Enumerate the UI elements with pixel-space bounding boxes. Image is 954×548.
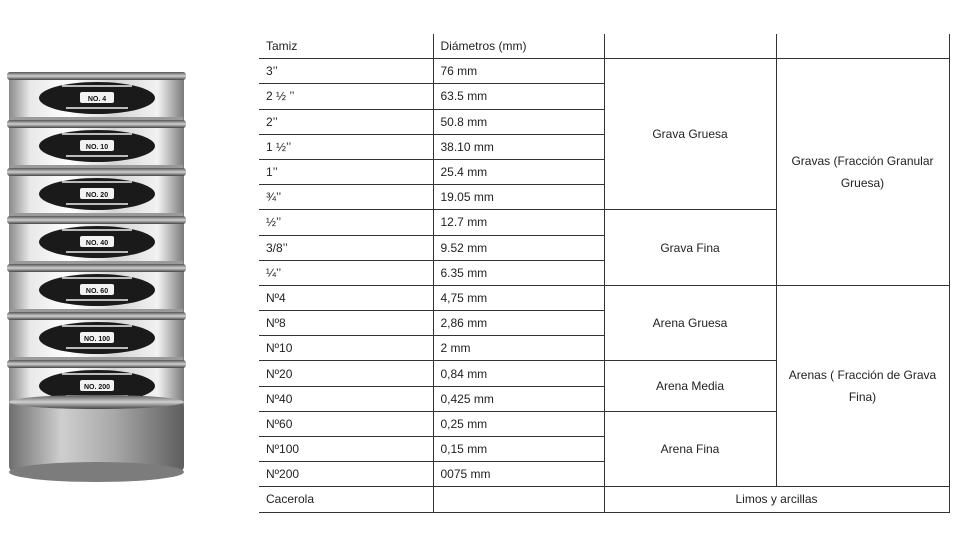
sieve-tier: [7, 72, 186, 122]
sieve-tier: [7, 168, 186, 218]
group-arena-media: Arena Media: [604, 361, 776, 411]
sieve-size-table: [259, 34, 950, 513]
class-gravas: Gravas (Fracción Granular Gruesa): [776, 59, 949, 286]
sieve-number-label: NO. 10: [85, 144, 109, 151]
diameter-cell: 76 mm: [433, 59, 604, 84]
header-sieve: Tamiz: [259, 34, 433, 59]
diameter-cell: 0,84 mm: [433, 361, 604, 386]
sieve-cell: Nº60: [259, 411, 433, 436]
sieve-tier: [7, 120, 186, 170]
diameter-cell: 6.35 mm: [433, 260, 604, 285]
group-grava-fina: Grava Fina: [604, 210, 776, 286]
sieve-cell: Nº100: [259, 437, 433, 462]
diameter-cell: 63.5 mm: [433, 84, 604, 109]
class-arenas: Arenas ( Fracción de Grava Fina): [776, 285, 949, 487]
table-footer-row: [259, 487, 949, 512]
sieve-cell: Nº200: [259, 462, 433, 487]
sieve-stack-photo: [0, 64, 210, 492]
sieve-cell: ¼’’: [259, 260, 433, 285]
sieve-number-label: NO. 4: [87, 96, 107, 103]
sieve-cell: 1 ½’’: [259, 134, 433, 159]
sieve-number-label: NO. 100: [83, 336, 111, 343]
footer-label: Limos y arcillas: [604, 487, 949, 512]
sieve-tier: [7, 264, 186, 314]
diameter-cell: 0075 mm: [433, 462, 604, 487]
header-class-empty: [776, 34, 949, 59]
sieve-number-label: NO. 200: [83, 384, 111, 391]
sieve-number-label: NO. 20: [85, 192, 109, 199]
header-diameter: Diámetros (mm): [433, 34, 604, 59]
diameter-cell: 0,25 mm: [433, 411, 604, 436]
sieve-cell: Nº4: [259, 285, 433, 310]
sieve-number-label: NO. 60: [85, 288, 109, 295]
diameter-cell: 12.7 mm: [433, 210, 604, 235]
diameter-cell: 2,86 mm: [433, 311, 604, 336]
diameter-cell: 19.05 mm: [433, 185, 604, 210]
diameter-cell: 50.8 mm: [433, 109, 604, 134]
group-grava-gruesa: Grava Gruesa: [604, 59, 776, 210]
sieve-cell: Nº20: [259, 361, 433, 386]
sieve-tier: [7, 312, 186, 362]
table-row: [259, 285, 949, 310]
diameter-cell: 4,75 mm: [433, 285, 604, 310]
group-arena-fina: Arena Fina: [604, 411, 776, 487]
header-group-empty: [604, 34, 776, 59]
sieve-cell: Nº8: [259, 311, 433, 336]
diameter-cell: 9.52 mm: [433, 235, 604, 260]
sieve-number-label: NO. 40: [85, 240, 109, 247]
diameter-cell: 38.10 mm: [433, 134, 604, 159]
sieve-cell: 2’’: [259, 109, 433, 134]
table-header-row: [259, 34, 949, 59]
table-row: [259, 59, 949, 84]
sieve-cell: ¾’’: [259, 185, 433, 210]
sieve-cell: 2 ½ ’’: [259, 84, 433, 109]
sieve-cell: ½’’: [259, 210, 433, 235]
sieve-tier: [7, 216, 186, 266]
sieve-cell: Nº10: [259, 336, 433, 361]
group-arena-gruesa: Arena Gruesa: [604, 285, 776, 361]
sieve-cell: Nº40: [259, 386, 433, 411]
diameter-cell: 2 mm: [433, 336, 604, 361]
diameter-cell: 0,425 mm: [433, 386, 604, 411]
sieve-cell: 3/8’’: [259, 235, 433, 260]
footer-sieve: Cacerola: [259, 487, 433, 512]
sieve-cell: 3’’: [259, 59, 433, 84]
footer-empty: [433, 487, 604, 512]
diameter-cell: 0,15 mm: [433, 437, 604, 462]
sieve-pan: [9, 395, 184, 482]
sieve-cell: 1’’: [259, 159, 433, 184]
diameter-cell: 25.4 mm: [433, 159, 604, 184]
sieve-tiers: [7, 72, 186, 410]
